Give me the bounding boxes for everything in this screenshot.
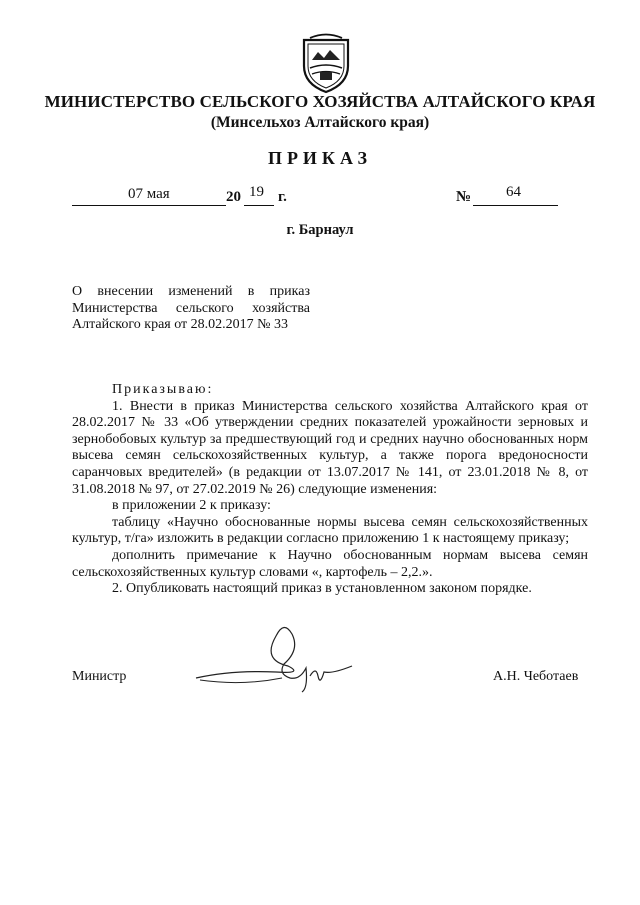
paragraph-2: в приложении 2 к приказу: — [112, 498, 271, 514]
year-underline — [244, 205, 274, 206]
document-number: 64 — [506, 184, 521, 200]
number-underline — [473, 205, 558, 206]
paragraph-4: дополнить примечание к Научно обоснованным нормам высева семян сельскохозяйственных культур словами «, картофель – 2,2.». — [72, 547, 588, 580]
paragraph-3: таблицу «Научно обоснованные нормы высева семян сельскохозяйственных культур, т/га» изложить в редакции согласно приложению 1 к настоящему приказу; — [72, 514, 588, 547]
document-type-title: ПРИКАЗ — [267, 148, 373, 168]
order-heading: Приказываю: — [112, 382, 214, 397]
year-suffix: 19 — [249, 184, 264, 200]
handwritten-signature — [192, 616, 362, 696]
paragraph-5: 2. Опубликовать настоящий приказ в установленном законом порядке. — [112, 581, 532, 597]
document-subject — [72, 284, 310, 334]
subject-line: Министерства сельского хозяйства — [72, 300, 310, 316]
year-abbrev: г. — [278, 189, 287, 205]
date-underline — [72, 205, 226, 206]
ministry-short-name: (Минсельхоз Алтайского края) — [210, 114, 430, 131]
year-prefix: 20 — [226, 189, 241, 205]
document-body — [72, 382, 588, 598]
document-city: г. Барнаул — [286, 222, 354, 238]
signatory-role: Министр — [72, 669, 127, 684]
number-sign: № — [456, 189, 472, 205]
paragraph-1: 1. Внести в приказ Министерства сельского хозяйства Алтайского края от 28.02.2017 № 33 «Об утверждении средних показателей урожайности зерновых и зернобобовых культур за предшествующий год и средних научно обоснованных норм высева семян сельскохозяйственных культур, а также порога вредоносности саранчовых вредителей» (в редакции от 13.07.2017 № 141, от 23.01.2018 № 8, от 31.08.2018 № 97, от 27.02.2019 № 26) следующие изменения: — [72, 398, 588, 497]
subject-line: О внесении изменений в приказ — [72, 284, 310, 299]
coat-of-arms-emblem — [298, 32, 354, 94]
ministry-name: МИНИСТЕРСТВО СЕЛЬСКОГО ХОЗЯЙСТВА АЛТАЙСКОГО КРАЯ — [44, 92, 596, 111]
signatory-name: А.Н. Чеботаев — [493, 669, 579, 684]
subject-line: Алтайского края от 28.02.2017 № 33 — [72, 317, 289, 332]
document-date: 07 мая — [128, 186, 170, 202]
